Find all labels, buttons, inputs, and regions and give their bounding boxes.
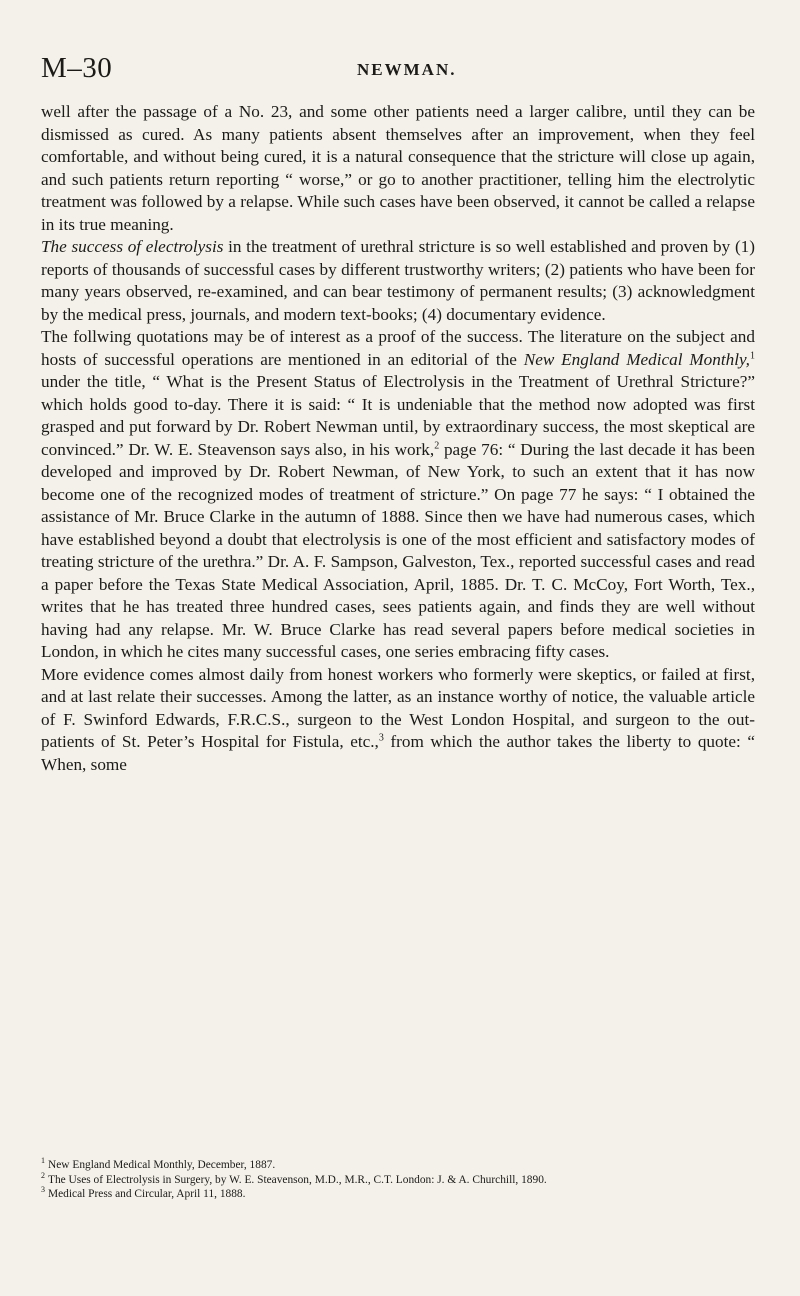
paragraph-text: from which the author takes the liberty to quote: “ When, some xyxy=(41,732,755,774)
footnote-1 xyxy=(41,1158,755,1173)
footnote-text: New England Medical Monthly, December, 1887. xyxy=(48,1159,276,1171)
paragraph-text: well after the passage of a No. 23, and some other patients need a larger calibre, until they can be dismissed as cured. As many patients absent themselves after an improvement, when they feel comfortable, and without being cured, it is a natural consequence that the stricture will close up again, and such patients return reporting “ worse,” or go to another practitioner, telling him the electrolytic treatment was followed by a relapse. While such cases have been observed, it cannot be called a relapse in its true meaning. xyxy=(41,102,755,234)
paragraph-quotations xyxy=(41,326,755,664)
body-text xyxy=(41,101,755,776)
footnote-text: The Uses of Electrolysis in Surgery, by W. E. Steavenson, M.D., M.R., C.T. London: J. & A. Churchill, 1890. xyxy=(48,1173,547,1186)
journal-title: New England Medical Monthly, xyxy=(523,349,750,369)
footnote-2 xyxy=(41,1170,755,1188)
footnote-ref-2: 2 xyxy=(434,439,440,451)
footnote-ref-3: 3 xyxy=(378,732,384,744)
paragraph-text: More evidence comes almost daily from honest workers who formerly were skeptics, or failed at first, and at last relate their successes. Among the latter, as an instance worthy of notice, the valuable article of F. Swinford Edwards, F.R.C.S., surgeon to the West London Hospital, and surgeon to the out-patients of St. Peter’s Hospital for Fistula, etc., xyxy=(41,664,755,751)
paragraph-more-evidence xyxy=(41,664,755,777)
footnote-3 xyxy=(41,1187,755,1202)
page-number: M–30 xyxy=(41,52,113,84)
paragraph-success-of-electrolysis xyxy=(41,236,755,326)
paragraph-text: page 76: “ During the last decade it has been developed and improved by Dr. Robert Newman, of New York, to such an extent that it has now become one of the recognized modes of treatment of stricture.” On page 77 he says: “ I obtained the assistance of Mr. Bruce Clarke in the autumn of 1888. Since then we have had numerous cases, which have established beyond a doubt that electrolysis is one of the most efficient and satisfactory modes of treating stricture of the urethra.” Dr. A. F. Sampson, Galveston, Tex., reported successful cases and read a paper before the Texas State Medical Association, April, 1885. Dr. T. C. McCoy, Fort Worth, Tex., writes that he has treated three hundred cases, sees patients again, and finds they are well without having had any relapse. Mr. W. Bruce Clarke has read several papers before medical societies in London, in which he cites many successful cases, one series embracing fifty cases. xyxy=(41,439,755,661)
paragraph-text: under the title, “ What is the Present Status of Electrolysis in the Treatment of Urethral Stricture?” which holds good to-day. There it is said: “ It is undeniable that the method now adopted was first grasped and put forward by Dr. Robert Newman until, by extraordinary success, the most skeptical are convinced.” Dr. W. E. Steavenson says also, in his work, xyxy=(41,372,755,459)
italic-lead: The success of electrolysis xyxy=(41,237,224,256)
footnotes xyxy=(41,1158,755,1202)
footnote-ref-1: 1 xyxy=(749,349,755,361)
footnote-mark: 1 xyxy=(41,1156,45,1166)
page-header xyxy=(41,50,761,86)
running-head: NEWMAN. xyxy=(357,60,457,79)
footnote-mark: 3 xyxy=(41,1185,45,1195)
footnote-mark: 2 xyxy=(41,1170,45,1180)
paragraph-continuation xyxy=(41,101,755,236)
paragraph-text: The follwing quotations may be of interest as a proof of the success. The literature on the subject and hosts of successful operations are mentioned in an editorial of the xyxy=(41,327,755,369)
paragraph-text: in the treatment of urethral stricture is so well established and proven by (1) reports of thousands of successful cases by different trustworthy writers; (2) patients who have been for many years observed, re-examined, and can bear testimony of permanent results; (3) acknowledgment by the medical press, journals, and modern text-books; (4) documentary evidence. xyxy=(41,237,755,324)
footnote-text: Medical Press and Circular, April 11, 1888. xyxy=(48,1188,246,1200)
